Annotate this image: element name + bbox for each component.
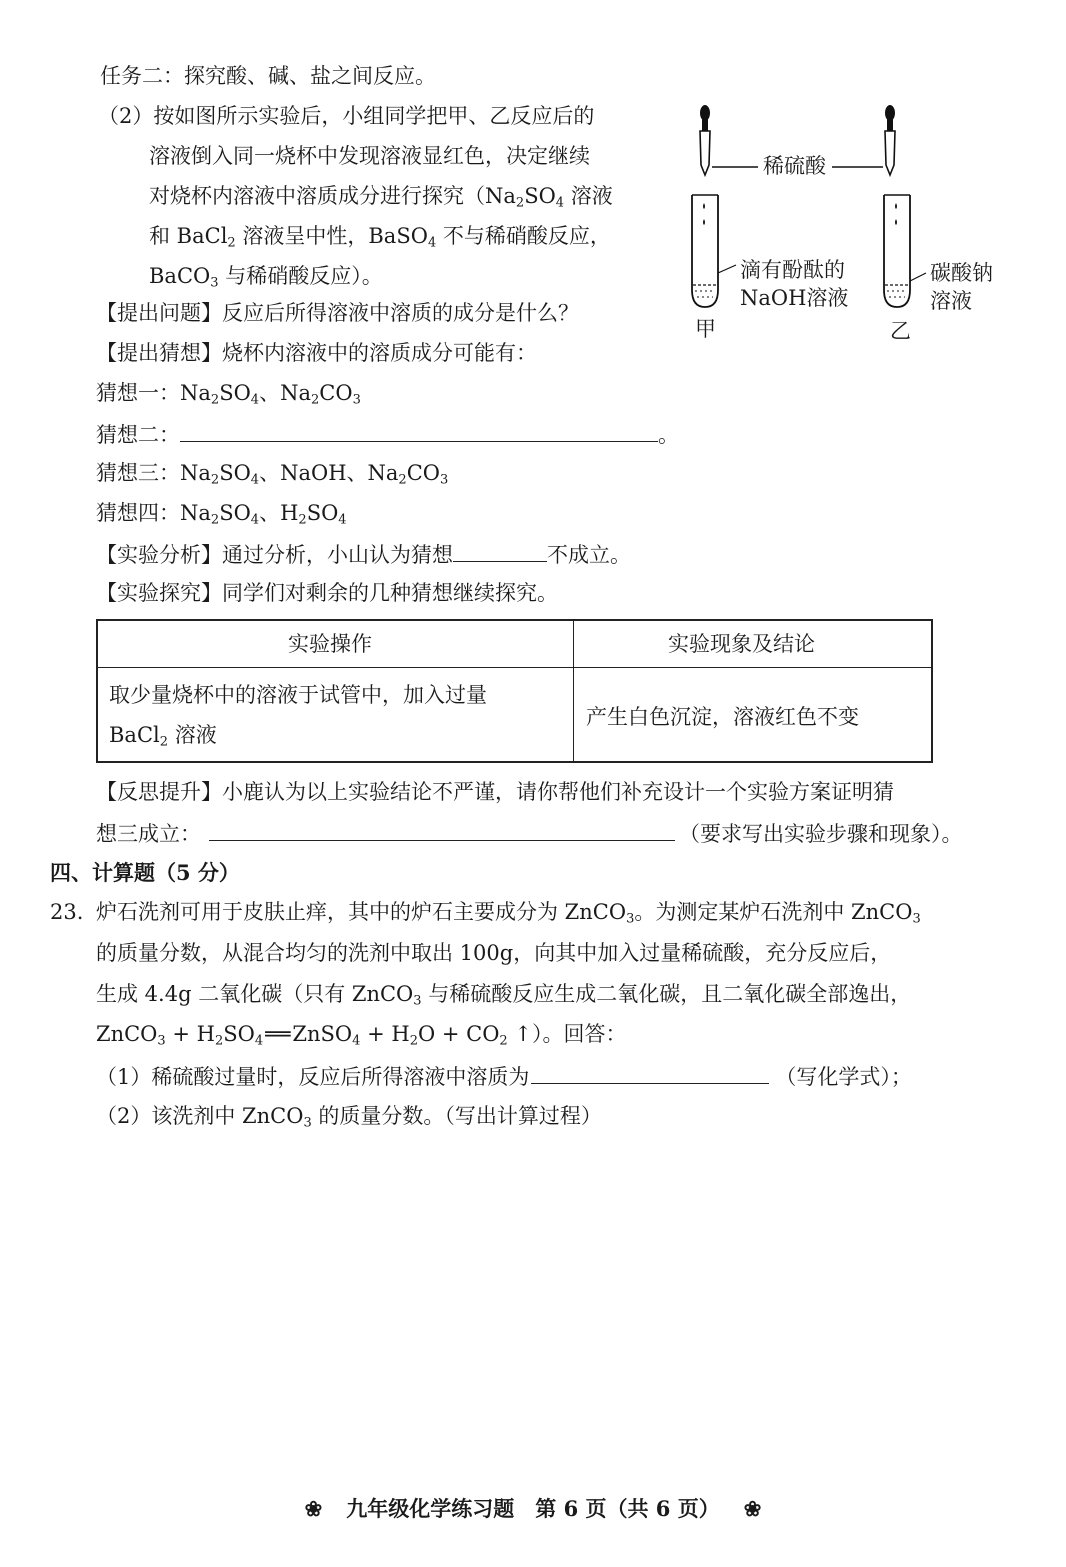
sub: 2	[210, 472, 220, 488]
experiment-table	[96, 619, 933, 763]
table-header-result: 实验现象及结论	[668, 632, 815, 656]
guess-tag: 【提出猜想】	[96, 341, 222, 365]
sub: 2	[398, 472, 407, 488]
sub: 2	[310, 392, 320, 408]
explore-tag: 【实验探究】	[96, 581, 222, 605]
q2-text-5a: BaCO	[149, 264, 211, 288]
sep: 、	[259, 501, 281, 525]
tube-yi-label-2: 溶液	[930, 289, 972, 313]
guess-2-answer-blank[interactable]	[180, 423, 658, 442]
formula: SO	[223, 1022, 255, 1046]
sub: 3	[352, 392, 361, 408]
guess-3-label: 猜想三：	[96, 461, 180, 485]
q2-text-3b: SO	[524, 184, 556, 208]
section-4-title: 四、计算题（5 分）	[50, 860, 240, 885]
sep: 、	[346, 461, 368, 485]
dropper-right-icon	[885, 105, 895, 175]
sub: 2	[214, 1033, 224, 1049]
guess-4-label: 猜想四：	[96, 501, 180, 525]
page-footer	[0, 1498, 1066, 1519]
sub: 4	[254, 1033, 264, 1049]
q23-equation	[96, 1022, 627, 1049]
test-tubes-drawing	[680, 95, 1020, 355]
formula: CO	[406, 461, 440, 485]
q23-line1	[50, 900, 921, 927]
formula: SO	[306, 501, 339, 525]
q2-text-3c: 溶液	[564, 184, 613, 208]
experiment-figure	[680, 95, 1020, 355]
sub: 2	[409, 1033, 418, 1049]
sep: 、	[259, 461, 281, 485]
q23-text: 生成 4.4g 二氧化碳（只有 ZnCO	[96, 982, 414, 1006]
sub: 4	[250, 392, 260, 408]
guess-1	[96, 381, 361, 408]
equation-arrow: ══	[265, 1022, 291, 1046]
formula: + H	[360, 1022, 410, 1046]
formula: SO	[219, 501, 251, 525]
q23-part1-answer-blank[interactable]	[531, 1065, 769, 1084]
q2-text-4b: 溶液呈中性，BaSO	[235, 224, 428, 248]
q2-text-5b: 与稀硝酸反应）。	[218, 264, 383, 288]
formula: Na	[180, 381, 211, 405]
guess-1-label: 猜想一：	[96, 381, 180, 405]
q2-line5	[149, 264, 383, 291]
analysis-answer-blank[interactable]	[453, 543, 547, 562]
formula: Na	[180, 461, 211, 485]
guess-3	[96, 461, 449, 488]
tube-yi-label-1: 碳酸钠	[930, 261, 993, 285]
sub: 4	[338, 512, 347, 528]
sub: 4	[250, 512, 260, 528]
sub: 3	[626, 911, 635, 927]
leader-line	[718, 265, 736, 273]
tube-jia-label-2: NaOH溶液	[740, 286, 849, 310]
q2-line4	[149, 224, 611, 251]
tube-jia-name: 甲	[695, 317, 716, 341]
formula: O + CO	[417, 1022, 500, 1046]
table-op-text: 溶液	[168, 723, 217, 747]
reflect-line1	[96, 782, 894, 803]
q2-number: （2）	[98, 104, 154, 128]
q23-part1-end: （写化学式）；	[775, 1065, 912, 1089]
sub: 3	[440, 472, 449, 488]
reflect-answer-blank[interactable]	[209, 822, 675, 841]
q23-part1-text: （1）稀硫酸过量时，反应后所得溶液中溶质为	[96, 1065, 530, 1089]
sub: 3	[210, 275, 219, 291]
q23-line3	[96, 982, 912, 1009]
sub: 2	[227, 235, 236, 251]
sub: 3	[157, 1033, 166, 1049]
reflect-text-2b: （要求写出实验步骤和现象）。	[679, 822, 963, 846]
formula: NaOH	[280, 461, 347, 485]
sub: 2	[515, 195, 525, 211]
q23-text: 炉石洗剂可用于皮肤止痒，其中的炉石主要成分为 ZnCO	[96, 900, 627, 924]
task-title: 任务二：探究酸、碱、盐之间反应。	[100, 64, 436, 88]
analysis-text-1: 通过分析，小山认为猜想	[222, 543, 453, 567]
q23-part2	[96, 1104, 602, 1131]
formula: ZnCO	[96, 1022, 158, 1046]
q2-line1	[98, 106, 594, 127]
guess-2	[96, 423, 679, 446]
q2-text-4a: 和 BaCl	[149, 224, 228, 248]
guess-2-label: 猜想二：	[96, 423, 180, 447]
guess-2-end: 。	[658, 423, 679, 447]
acid-label: 稀硫酸	[763, 154, 826, 178]
q23-text: 。为测定某炉石洗剂中 ZnCO	[634, 900, 913, 924]
q2-line2: 溶液倒入同一烧杯中发现溶液显红色，决定继续	[149, 144, 590, 168]
explore-line	[96, 583, 558, 604]
guess-line	[96, 343, 537, 364]
formula: Na	[180, 501, 211, 525]
flower-icon: ❀	[304, 1496, 323, 1521]
sub: 2	[210, 392, 220, 408]
sub: 3	[303, 1115, 312, 1131]
sub: 4	[352, 1033, 361, 1049]
q2-text-4c: 不与稀硝酸反应，	[436, 224, 611, 248]
dropper-left-icon	[700, 105, 710, 175]
table-divider	[573, 621, 574, 761]
sep: 、	[259, 381, 281, 405]
formula: CO	[319, 381, 353, 405]
guess-4	[96, 501, 347, 528]
table-header-operation: 实验操作	[288, 632, 372, 656]
footer-text: 九年级化学练习题 第 6 页（共 6 页）	[346, 1496, 720, 1521]
tube-yi-name: 乙	[890, 319, 911, 343]
formula: H	[280, 501, 299, 525]
q23-text: 与稀硫酸反应生成二氧化碳，且二氧化碳全部逸出，	[421, 982, 912, 1006]
sub: 4	[250, 472, 260, 488]
q23-part2-end: 的质量分数。（写出计算过程）	[311, 1104, 602, 1128]
analysis-tag: 【实验分析】	[96, 543, 222, 567]
table-operation-line2	[109, 723, 217, 750]
table-divider	[98, 667, 931, 668]
tube-jia-label-1: 滴有酚酞的	[740, 258, 845, 282]
reflect-line2	[96, 822, 963, 845]
analysis-line	[96, 543, 631, 566]
test-tube-yi-icon	[884, 195, 910, 307]
q2-line3	[149, 184, 613, 211]
q2-text-3a: 对烧杯内溶液中溶质成分进行探究（Na	[149, 184, 516, 208]
formula: ZnSO	[292, 1022, 353, 1046]
formula: + H	[165, 1022, 215, 1046]
reflect-text-1: 小鹿认为以上实验结论不严谨，请你帮他们补充设计一个实验方案证明猜	[222, 780, 894, 804]
flower-icon: ❀	[743, 1496, 762, 1521]
reflect-tag: 【反思提升】	[96, 780, 222, 804]
sub: 2	[499, 1033, 508, 1049]
sub: 2	[298, 512, 307, 528]
analysis-text-2: 不成立。	[547, 543, 631, 567]
question-tag: 【提出问题】	[96, 301, 222, 325]
table-result: 产生白色沉淀，溶液红色不变	[586, 705, 859, 729]
formula: Na	[280, 381, 311, 405]
formula: SO	[219, 461, 251, 485]
leader-line	[910, 273, 926, 281]
q23-text: ↑）。回答：	[507, 1022, 627, 1046]
sub: 2	[210, 512, 220, 528]
q23-number: 23.	[50, 900, 84, 924]
reflect-text-2a: 想三成立：	[96, 822, 201, 846]
question-text: 反应后所得溶液中溶质的成分是什么？	[222, 301, 579, 325]
test-tube-jia-icon	[692, 195, 718, 307]
formula: SO	[219, 381, 251, 405]
question-line	[96, 303, 579, 324]
sub: 4	[427, 235, 437, 251]
explore-text: 同学们对剩余的几种猜想继续探究。	[222, 581, 558, 605]
q23-part2-text: （2）该洗剂中 ZnCO	[96, 1104, 304, 1128]
formula: BaCl	[109, 723, 160, 747]
q23-part1	[96, 1065, 912, 1088]
q23-line2: 的质量分数，从混合均匀的洗剂中取出 100g，向其中加入过量稀硫酸，充分反应后，	[96, 941, 892, 965]
guess-text: 烧杯内溶液中的溶质成分可能有：	[222, 341, 537, 365]
sub: 2	[159, 734, 169, 750]
sub: 3	[413, 993, 422, 1009]
sub: 3	[912, 911, 921, 927]
sub: 4	[555, 195, 565, 211]
q2-text-1: 按如图所示实验后，小组同学把甲、乙反应后的	[153, 104, 595, 128]
table-operation-line1: 取少量烧杯中的溶液于试管中，加入过量	[109, 683, 487, 707]
formula: Na	[367, 461, 399, 485]
